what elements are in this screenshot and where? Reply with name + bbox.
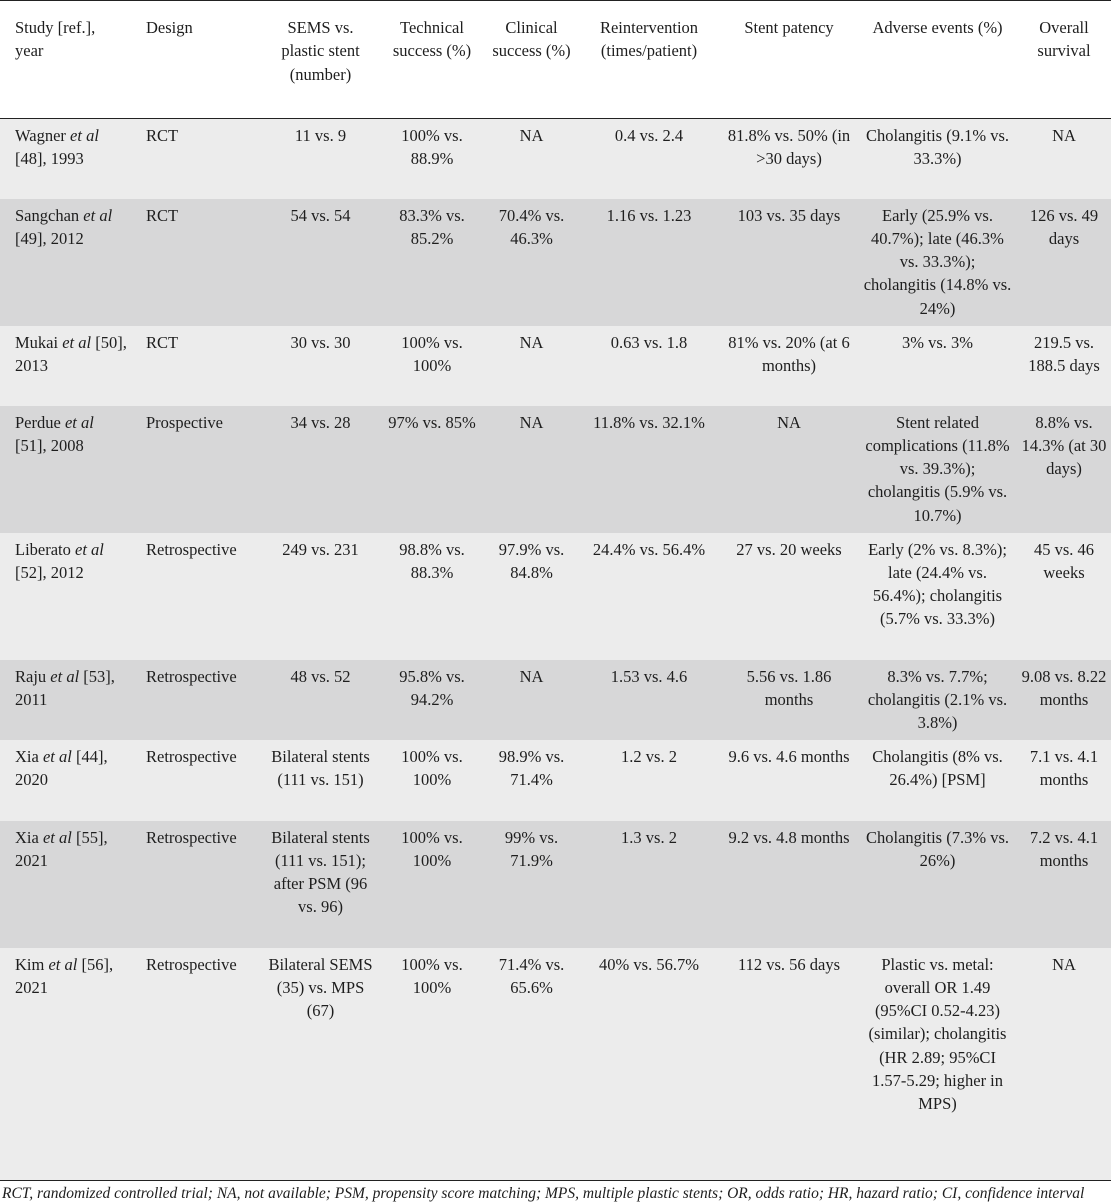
cell-design: Retrospective [146,827,237,847]
cell-reintervention: 1.16 vs. 1.23 [606,205,692,225]
cell-design: Retrospective [146,954,237,974]
study-ref-year: [48], 1993 [15,149,84,169]
cell-number: Bilateral stents (111 vs. 151); after PSM (96 vs. 96) [271,827,370,917]
header-reintervention: Reintervention (times/patient) [599,18,699,61]
study-et-al: et al [50,666,80,686]
cell-reintervention: 40% vs. 56.7% [599,954,699,974]
cell-design: RCT [146,205,179,225]
cell-design: Prospective [146,412,223,432]
cell-overall-survival: 45 vs. 46 weeks [1033,539,1095,582]
cell-technical-success: 100% vs. 100% [401,746,463,789]
study-author: Raju [15,666,47,686]
study-ref-year: [55], 2021 [15,827,108,870]
study-ref-year: [49], 2012 [15,228,84,248]
header-design: Design [146,18,193,37]
header-study: Study [ref.], year [15,18,96,61]
cell-study [0,199,131,326]
study-author: Sangchan [15,205,80,225]
cell-design: Retrospective [146,746,237,766]
cell-study [0,948,131,1181]
cell-study [0,326,131,406]
table-row [0,948,1111,1181]
table-row [0,326,1111,406]
cell-technical-success: 95.8% vs. 94.2% [399,666,465,709]
table-body [0,119,1111,1181]
cell-number: 48 vs. 52 [290,666,351,686]
cell-stent-patency: 9.6 vs. 4.6 months [728,746,850,766]
cell-clinical-success: 70.4% vs. 46.3% [498,205,565,248]
study-author: Xia [15,827,39,847]
header-overall-survival: Overall survival [1037,18,1091,61]
study-et-al: et al [75,539,104,559]
cell-stent-patency: 81.8% vs. 50% (in >30 days) [727,126,851,169]
cell-design: Retrospective [146,666,237,686]
study-author: Mukai [15,332,59,352]
table-row [0,740,1111,821]
cell-study [0,406,131,533]
study-ref-year: [51], 2008 [15,435,84,455]
cell-overall-survival: 9.08 vs. 8.22 months [1021,666,1107,709]
table-row [0,660,1111,740]
cell-number: Bilateral stents (111 vs. 151) [271,746,370,789]
cell-reintervention: 11.8% vs. 32.1% [593,412,705,432]
study-ref-year: [50], 2013 [15,332,127,375]
cell-stent-patency: 103 vs. 35 days [737,205,841,225]
cell-technical-success: 97% vs. 85% [388,412,476,432]
cell-adverse-events: Early (2% vs. 8.3%); late (24.4% vs. 56.4%); cholangitis (5.7% vs. 33.3%) [868,539,1007,629]
study-ref-year: [44], 2020 [15,746,108,789]
cell-overall-survival: 219.5 vs. 188.5 days [1028,332,1100,375]
cell-overall-survival: 7.2 vs. 4.1 months [1029,827,1099,870]
table-row [0,199,1111,326]
cell-overall-survival: NA [1052,126,1076,145]
cell-technical-success: 100% vs. 88.9% [401,126,463,169]
cell-number: 11 vs. 9 [294,126,347,145]
cell-adverse-events: Early (25.9% vs. 40.7%); late (46.3% vs. 33.3%); cholangitis (14.8% vs. 24%) [863,205,1012,318]
cell-number: Bilateral SEMS (35) vs. MPS (67) [268,954,373,1021]
cell-adverse-events: Cholangitis (8% vs. 26.4%) [PSM] [872,746,1003,789]
study-et-al: et al [70,126,99,145]
table-row [0,821,1111,948]
study-et-al: et al [42,746,72,766]
study-et-al: et al [83,205,113,225]
cell-stent-patency: 27 vs. 20 weeks [736,539,842,559]
header-technical-success: Technical success (%) [392,18,472,61]
cell-adverse-events: 8.3% vs. 7.7%; cholangitis (2.1% vs. 3.8%) [867,666,1008,733]
cell-reintervention: 1.2 vs. 2 [621,746,677,766]
table-footnote: RCT, randomized controlled trial; NA, not available; PSM, propensity score matching; MPS, multiple plastic stents; OR, odds ratio; HR, hazard ratio; CI, confidence interval [2,1185,1085,1202]
cell-number: 30 vs. 30 [290,332,351,352]
cell-adverse-events: Stent related complications (11.8% vs. 39.3%); cholangitis (5.9% vs. 10.7%) [865,412,1010,525]
cell-technical-success: 100% vs. 100% [401,954,463,997]
cell-clinical-success: 97.9% vs. 84.8% [498,539,565,582]
study-author: Perdue [15,412,61,432]
cell-clinical-success: NA [519,412,544,432]
study-author: Liberato [15,539,71,559]
study-et-al: et al [42,827,72,847]
table-header [0,1,1111,119]
study-et-al: et al [64,412,94,432]
study-et-al: et al [62,332,92,352]
cell-adverse-events: Cholangitis (7.3% vs. 26%) [866,827,1009,870]
header-clinical-success: Clinical success (%) [492,18,571,61]
cell-design: RCT [146,126,179,145]
header-row [0,1,1111,119]
cell-clinical-success: 98.9% vs. 71.4% [498,746,565,789]
header-stent-patency: Stent patency [744,18,834,37]
cell-reintervention: 0.4 vs. 2.4 [614,126,684,145]
cell-overall-survival: 7.1 vs. 4.1 months [1029,746,1099,789]
cell-study [0,119,131,199]
study-ref-year: [52], 2012 [15,562,84,582]
study-author: Xia [15,746,39,766]
cell-number: 54 vs. 54 [290,205,351,225]
cell-stent-patency: 9.2 vs. 4.8 months [728,827,850,847]
header-number: SEMS vs. plastic stent (number) [281,18,360,84]
study-ref-year: [56], 2021 [15,954,114,997]
cell-study [0,533,131,660]
cell-reintervention: 1.53 vs. 4.6 [610,666,688,686]
cell-overall-survival: 126 vs. 49 days [1029,205,1099,248]
cell-stent-patency: 5.56 vs. 1.86 months [746,666,832,709]
cell-clinical-success: NA [519,666,544,686]
cell-number: 249 vs. 231 [282,539,359,559]
cell-reintervention: 24.4% vs. 56.4% [592,539,706,559]
cell-adverse-events: 3% vs. 3% [901,332,974,352]
cell-adverse-events: Plastic vs. metal: overall OR 1.49 (95%CI 0.52-4.23) (similar); cholangitis (HR 2.89; 95%CI 1.57-5.29; higher in MPS) [868,954,1007,1114]
cell-overall-survival: NA [1052,954,1076,974]
cell-study [0,821,131,948]
cell-overall-survival: 8.8% vs. 14.3% (at 30 days) [1021,412,1107,479]
cell-study [0,740,131,821]
study-author: Wagner [15,126,66,145]
study-ref-year: [53], 2011 [15,666,115,709]
cell-technical-success: 100% vs. 100% [401,332,463,375]
cell-reintervention: 1.3 vs. 2 [621,827,677,847]
cell-number: 34 vs. 28 [290,412,351,432]
cell-design: Retrospective [146,539,237,559]
cell-technical-success: 100% vs. 100% [401,827,463,870]
cell-stent-patency: 112 vs. 56 days [737,954,841,974]
cell-adverse-events: Cholangitis (9.1% vs. 33.3%) [866,126,1009,169]
cell-clinical-success: 99% vs. 71.9% [504,827,559,870]
cell-reintervention: 0.63 vs. 1.8 [610,332,688,352]
cell-stent-patency: NA [777,412,801,432]
table-row [0,533,1111,660]
study-author: Kim [15,954,45,974]
header-adverse-events: Adverse events (%) [872,18,1003,37]
study-et-al: et al [48,954,78,974]
cell-technical-success: 83.3% vs. 85.2% [399,205,465,248]
table-row [0,406,1111,533]
cell-stent-patency: 81% vs. 20% (at 6 months) [728,332,850,375]
cell-study [0,660,131,740]
cell-technical-success: 98.8% vs. 88.3% [399,539,465,582]
table-row [0,119,1111,199]
cell-clinical-success: NA [519,332,544,352]
cell-clinical-success: 71.4% vs. 65.6% [498,954,565,997]
cell-design: RCT [146,332,179,352]
cell-clinical-success: NA [519,126,544,145]
